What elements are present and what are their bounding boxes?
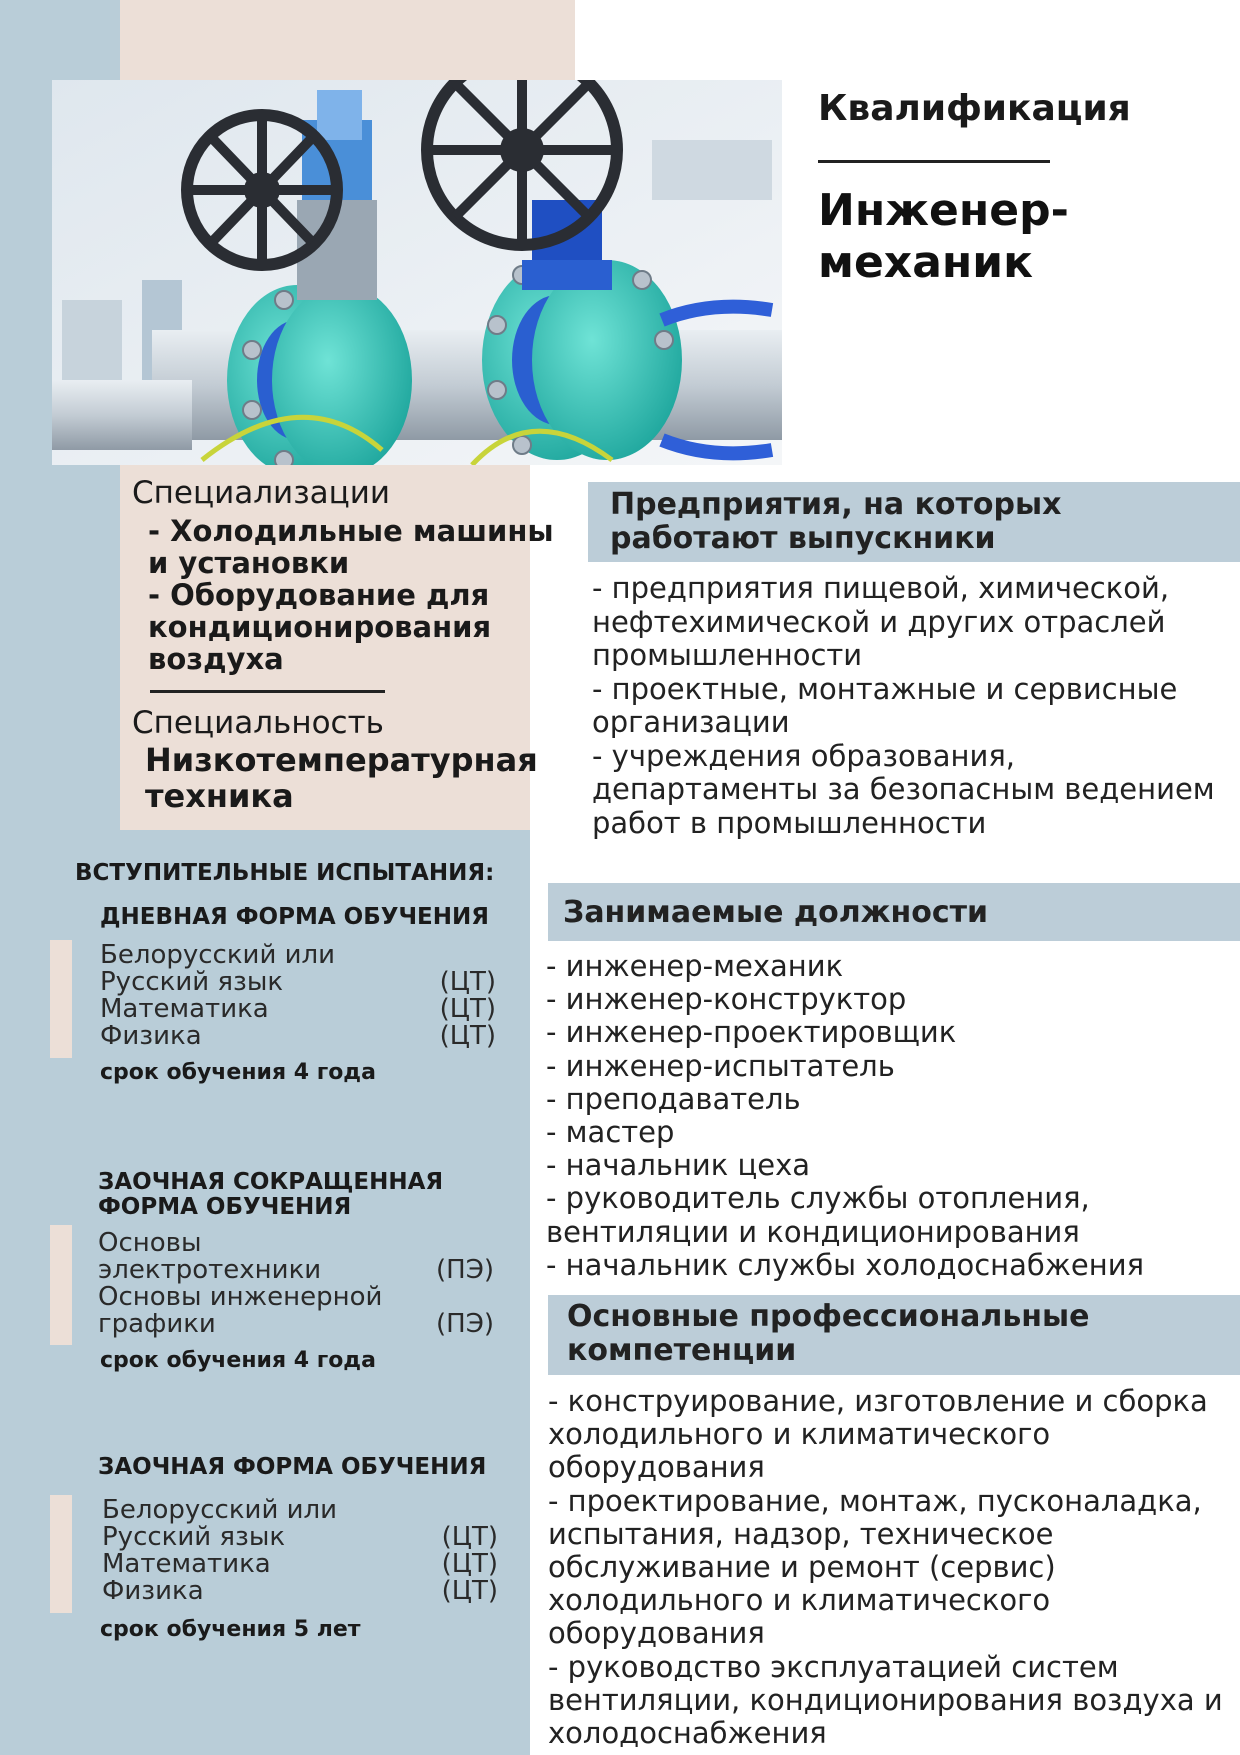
positions-list [546, 950, 1236, 1282]
competencies-title: Основные профессиональные компетенции [567, 1299, 1090, 1368]
competencies-list [548, 1385, 1238, 1750]
background-beige-top [120, 0, 575, 90]
subject-name: Физика [100, 1021, 202, 1051]
full-time-duration: срок обучения 4 года [100, 1060, 376, 1085]
subject-type: (ЦТ) [441, 1549, 498, 1579]
specialty-divider [150, 690, 385, 693]
subject-name: Физика [102, 1576, 204, 1606]
subject-type: (ПЭ) [436, 1309, 494, 1339]
specialty-value: Низкотемпературная техника [145, 741, 538, 815]
enterprises-list [592, 572, 1232, 840]
subject-row [98, 1230, 494, 1257]
specialization-item: - Холодильные машины и установки [148, 514, 554, 580]
subject-name: Белорусский или [102, 1495, 338, 1525]
position-item: - преподаватель [546, 1081, 801, 1116]
part-time-short-subjects [98, 1230, 494, 1338]
subject-row [100, 996, 496, 1023]
subject-row [102, 1551, 498, 1578]
subject-name: Русский язык [100, 967, 284, 997]
subject-row [98, 1284, 494, 1311]
position-item: - начальник службы холодоснабжения [546, 1247, 1145, 1282]
subject-name: Математика [100, 994, 269, 1024]
competency-item: - руководство эксплуатацией систем вентиляции, кондиционирования воздуха и холодоснабжения [548, 1649, 1223, 1751]
enterprise-item: - предприятия пищевой, химической, нефтехимической и других отраслей промышленности [592, 571, 1170, 672]
subject-name: Русский язык [102, 1522, 286, 1552]
subject-name: Белорусский или [100, 940, 336, 970]
entrance-exams-title: ВСТУПИТЕЛЬНЫЕ ИСПЫТАНИЯ: [75, 860, 495, 886]
subject-row [102, 1578, 498, 1605]
subject-accent-bar [50, 940, 72, 1058]
subject-accent-bar [50, 1495, 72, 1613]
position-item: - руководитель службы отопления, вентиляции и кондиционирования [546, 1181, 1090, 1249]
part-time-subjects [102, 1497, 498, 1605]
competency-item: - проектирование, монтаж, пусконаладка, испытания, надзор, техническое обслуживание и ремонт (сервис) холодильного и климатического оборудования [548, 1483, 1202, 1651]
subject-row [102, 1497, 498, 1524]
subject-name: графики [98, 1309, 216, 1339]
full-time-form-title: ДНЕВНАЯ ФОРМА ОБУЧЕНИЯ [100, 904, 489, 930]
subject-type: (ЦТ) [439, 994, 496, 1024]
subject-row [98, 1257, 494, 1284]
part-time-form-title: ЗАОЧНАЯ ФОРМА ОБУЧЕНИЯ [98, 1454, 487, 1480]
specializations-title: Специализации [132, 475, 391, 511]
qualification-value: Инженер-механик [818, 185, 1069, 288]
subject-row [100, 1023, 496, 1050]
subject-row [100, 969, 496, 996]
subject-type: (ЦТ) [439, 967, 496, 997]
position-item: - инженер-проектировщик [546, 1015, 957, 1050]
specialty-title: Специальность [132, 705, 384, 741]
subject-name: Основы [98, 1228, 202, 1258]
subject-row [98, 1311, 494, 1338]
subject-name: электротехники [98, 1255, 322, 1285]
position-item: - мастер [546, 1115, 675, 1150]
subject-type: (ЦТ) [441, 1576, 498, 1606]
enterprise-item: - учреждения образования, департаменты за безопасным ведением работ в промышленности [592, 738, 1215, 840]
specialization-item: - Оборудование для кондиционирования воздуха [148, 578, 492, 676]
part-time-short-duration: срок обучения 4 года [100, 1348, 376, 1373]
full-time-subjects [100, 942, 496, 1050]
position-item: - инженер-конструктор [546, 982, 907, 1017]
qualification-divider [818, 160, 1050, 163]
qualification-label: Квалификация [818, 88, 1131, 129]
competency-item: - конструирование, изготовление и сборка холодильного и климатического оборудования [548, 1384, 1208, 1485]
enterprise-item: - проектные, монтажные и сервисные организации [592, 671, 1178, 739]
position-item: - начальник цеха [546, 1148, 811, 1183]
subject-name: Основы инженерной [98, 1282, 383, 1312]
subject-type: (ЦТ) [439, 1021, 496, 1051]
positions-title: Занимаемые должности [563, 895, 989, 930]
part-time-duration: срок обучения 5 лет [100, 1617, 361, 1642]
subject-type: (ПЭ) [436, 1255, 494, 1285]
position-item: - инженер-механик [546, 949, 844, 983]
specializations-list [148, 515, 578, 675]
position-item: - инженер-испытатель [546, 1048, 895, 1083]
subject-row [100, 942, 496, 969]
subject-row [102, 1524, 498, 1551]
part-time-short-form-title: ЗАОЧНАЯ СОКРАЩЕННАЯ ФОРМА ОБУЧЕНИЯ [98, 1169, 444, 1220]
subject-accent-bar [50, 1225, 72, 1345]
valves-pipes-photo [52, 80, 782, 465]
enterprises-title: Предприятия, на которых работают выпускники [610, 487, 1062, 556]
subject-name: Математика [102, 1549, 271, 1579]
subject-type: (ЦТ) [441, 1522, 498, 1552]
